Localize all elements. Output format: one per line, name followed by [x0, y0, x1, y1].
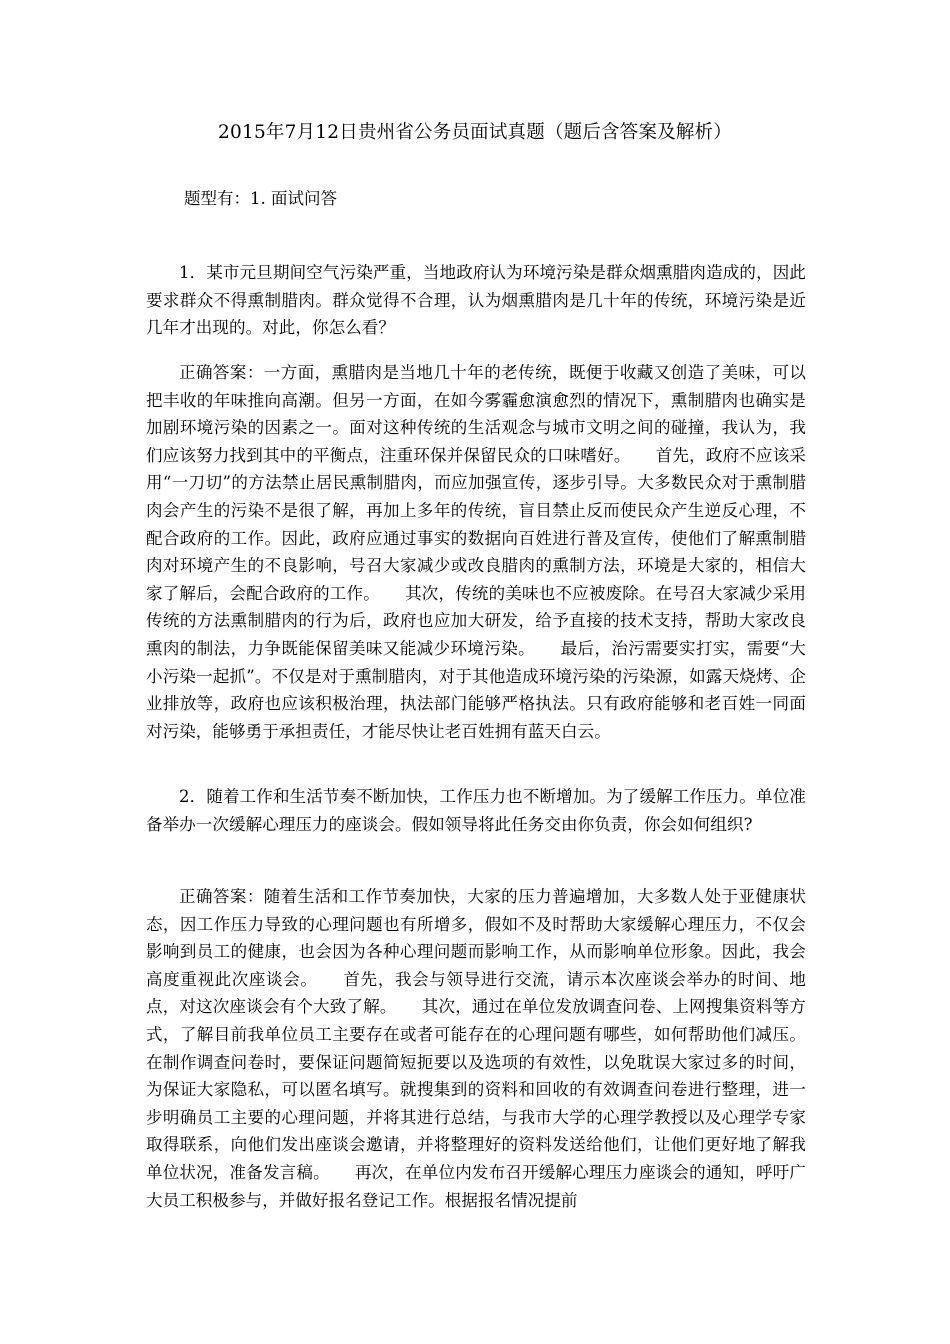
- document-title: 2015年7月12日贵州省公务员面试真题（题后含答案及解析）: [218, 122, 732, 143]
- answer-1-paragraph: 正确答案：一方面，熏腊肉是当地几十年的老传统，既便于收藏又创造了美味，可以把丰收的年味推向高潮。但另一方面，在如今雾霾愈演愈烈的情况下，熏制腊肉也确实是加剧环境污染的因素之一。面对这种传统的生活观念与城市文明之间的碰撞，我认为，我们应该努力找到其中的平衡点，注重环保并保留民众的口味嗜好。 首先，政府不应该采用“一刀切”的方法禁止居民熏制腊肉，而应加强宣传，逐步引导。大多数民众对于熏制腊肉会产生的污染不是很了解，再加上多年的传统，盲目禁止反而使民众产生逆反心理，不配合政府的工作。因此，政府应通过事实的数据向百姓进行普及宣传，使他们了解熏制腊肉对环境产生的不良影响，号召大家减少或改良腊肉的熏制方法，环境是大家的，相信大家了解后，会配合政府的工作。 其次，传统的美味也不应被废除。在号召大家减少采用传统的方法熏制腊肉的行为后，政府也应加大研发，给予直接的技术支持，帮助大家改良熏肉的制法，力争既能保留美味又能减少环境污染。 最后，治污需要实打实，需要“大小污染一起抓”。不仅是对于熏制腊肉，对于其他造成环境污染的污染源，如露天烧烤、企业排放等，政府也应该积极治理，执法部门能够严格执法。只有政府能够和老百姓一同面对污染，能够勇于承担责任，才能尽快让老百姓拥有蓝天白云。: [146, 363, 806, 741]
- question-2-paragraph: 2．随着工作和生活节奏不断加快，工作压力也不断增加。为了缓解工作压力。单位准备举办一次缓解心理压力的座谈会。假如领导将此任务交由你负责，你会如何组织?: [146, 787, 806, 834]
- question-1-paragraph: 1．某市元旦期间空气污染严重，当地政府认为环境污染是群众烟熏腊肉造成的，因此要求群众不得熏制腊肉。群众觉得不合理，认为烟熏腊肉是几十年的传统，环境污染是近几年才出现的。对此，你怎么看？: [146, 263, 806, 338]
- question-type-line: 题型有：1. 面试问答: [184, 189, 337, 208]
- answer-2-paragraph: 正确答案：随着生活和工作节奏加快，大家的压力普遍增加，大多数人处于亚健康状态，因工作压力导致的心理问题也有所增多，假如不及时帮助大家缓解心理压力，不仅会影响到员工的健康，也会因为各种心理问题而影响工作，从而影响单位形象。因此，我会高度重视此次座谈会。 首先，我会与领导进行交流，请示本次座谈会举办的时间、地点，对这次座谈会有个大致了解。 其次，通过在单位发放调查问卷、上网搜集资料等方式，了解目前我单位员工主要存在或者可能存在的心理问题有哪些，如何帮助他们减压。在制作调查问卷时，要保证问题简短扼要以及选项的有效性，以免耽误大家过多的时间，为保证大家隐私，可以匿名填写。就搜集到的资料和回收的有效调查问卷进行整理，进一步明确员工主要的心理问题，并将其进行总结，与我市大学的心理学教授以及心理学专家取得联系，向他们发出座谈会邀请，并将整理好的资料发送给他们，让他们更好地了解我单位状况，准备发言稿。 再次，在单位内发布召开缓解心理压力座谈会的通知，呼吁广大员工积极参与，并做好报名登记工作。根据报名情况提前: [146, 887, 806, 1210]
